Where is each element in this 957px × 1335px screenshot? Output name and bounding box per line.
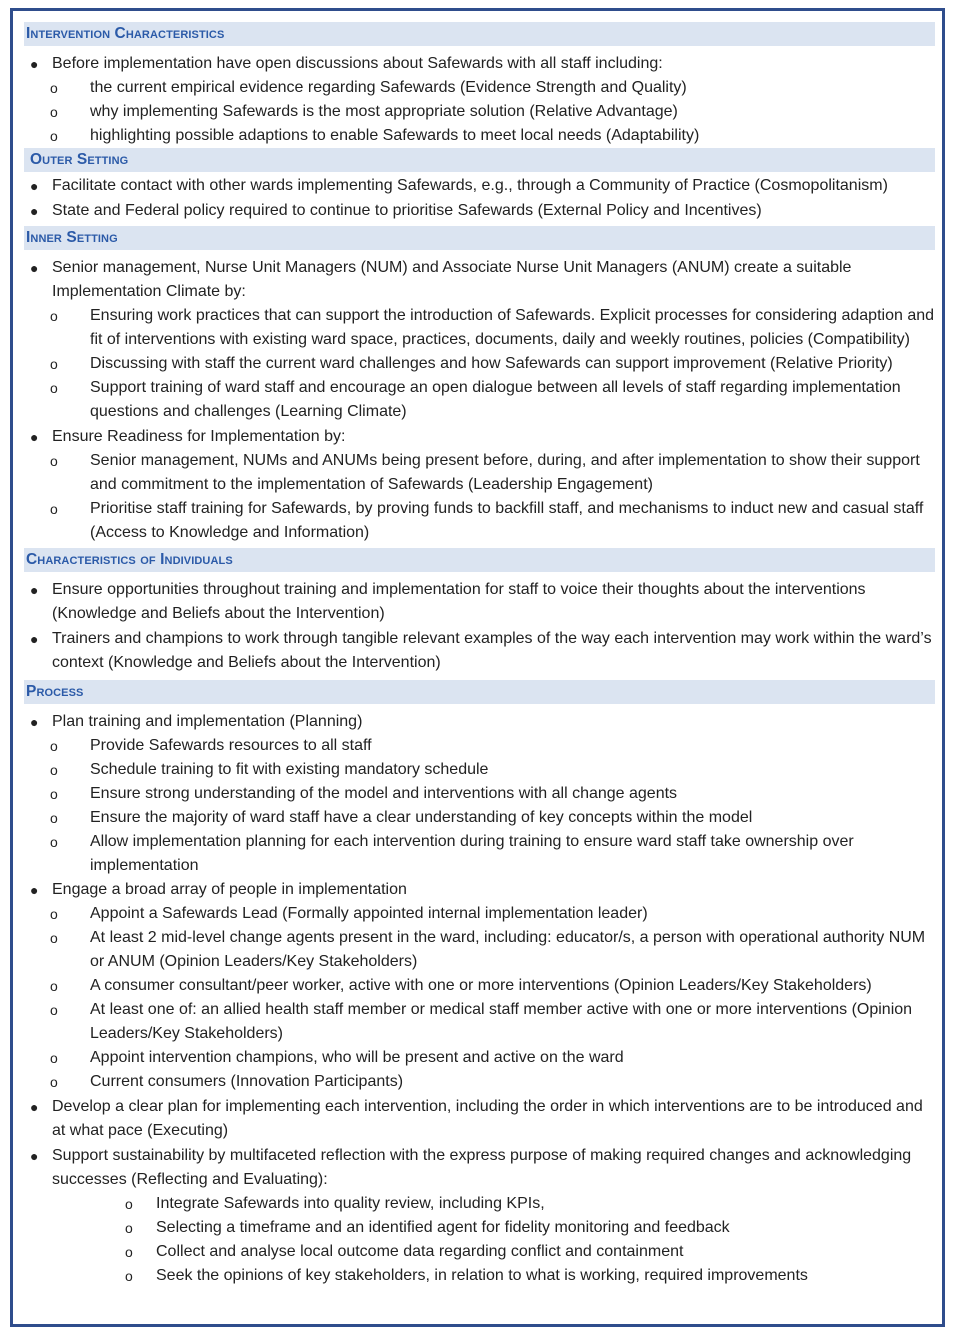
list-item: ● Before implementation have open discussions about Safewards with all staff including: (24, 52, 935, 76)
outer-list (24, 174, 935, 223)
bullet-icon: ● (30, 882, 39, 898)
circle-bullet-icon: o (50, 834, 58, 850)
document-frame (10, 8, 945, 1327)
section-header-outer: Outer Setting (24, 148, 935, 172)
circle-bullet-icon: o (50, 501, 58, 517)
circle-bullet-icon: o (50, 380, 58, 396)
circle-bullet-icon: o (50, 1050, 58, 1066)
bullet-icon: ● (30, 1148, 39, 1164)
circle-bullet-icon: o (50, 738, 58, 754)
bullet-icon: ● (30, 429, 39, 445)
list-item: ● Trainers and champions to work through tangible relevant examples of the way each intervention may work within the ward’s context (Knowledge and Beliefs about the Intervention) (24, 627, 935, 675)
sub-list-item: o Current consumers (Innovation Participants) (24, 1070, 935, 1094)
circle-bullet-icon: o (50, 810, 58, 826)
intervention-list (24, 52, 935, 148)
list-item: ● Support sustainability by multifaceted reflection with the express purpose of making required changes and acknowledging successes (Reflecting and Evaluating): (24, 1144, 935, 1192)
document-content (24, 22, 935, 1288)
circle-bullet-icon: o (50, 128, 58, 144)
circle-bullet-icon: o (50, 308, 58, 324)
circle-bullet-icon: o (125, 1220, 133, 1236)
circle-bullet-icon: o (50, 930, 58, 946)
bullet-icon: ● (30, 56, 39, 72)
sub-list-item: o Integrate Safewards into quality review, including KPIs, (24, 1192, 935, 1216)
sub-list-item: o Ensure strong understanding of the model and interventions with all change agents (24, 782, 935, 806)
list-item: ● Senior management, Nurse Unit Managers (NUM) and Associate Nurse Unit Managers (ANUM) create a suitable Implementation Climate by: (24, 256, 935, 304)
list-item: ● Develop a clear plan for implementing each intervention, including the order in which interventions are to be introduced and at what pace (Executing) (24, 1095, 935, 1143)
circle-bullet-icon: o (50, 80, 58, 96)
bullet-icon: ● (30, 203, 39, 219)
circle-bullet-icon: o (50, 978, 58, 994)
section-header-inner: Inner Setting (24, 226, 935, 250)
circle-bullet-icon: o (50, 453, 58, 469)
section-header-process: Process (24, 680, 935, 704)
sub-list-item: o At least one of: an allied health staff member or medical staff member active with one or more interventions (Opinion Leaders/Key Stakeholders) (24, 998, 935, 1046)
sub-list-item: o Allow implementation planning for each intervention during training to ensure ward staff take ownership over implementation (24, 830, 935, 878)
bullet-icon: ● (30, 631, 39, 647)
section-header-intervention: Intervention Characteristics (24, 22, 935, 46)
circle-bullet-icon: o (50, 356, 58, 372)
circle-bullet-icon: o (125, 1196, 133, 1212)
sub-list-item: o Ensure the majority of ward staff have a clear understanding of key concepts within the model (24, 806, 935, 830)
bullet-icon: ● (30, 178, 39, 194)
list-item: ● Plan training and implementation (Planning) (24, 710, 935, 734)
circle-bullet-icon: o (50, 1002, 58, 1018)
list-item: ● Ensure Readiness for Implementation by: (24, 425, 935, 449)
circle-bullet-icon: o (50, 762, 58, 778)
sub-list-item: o Selecting a timeframe and an identified agent for fidelity monitoring and feedback (24, 1216, 935, 1240)
sub-list-item: o A consumer consultant/peer worker, active with one or more interventions (Opinion Leaders/Key Stakeholders) (24, 974, 935, 998)
sub-list-item: o Support training of ward staff and encourage an open dialogue between all levels of staff regarding implementation questions and challenges (Learning Climate) (24, 376, 935, 424)
sub-list-item: o Collect and analyse local outcome data regarding conflict and containment (24, 1240, 935, 1264)
sub-list-item: o Prioritise staff training for Safewards, by proving funds to backfill staff, and mechanisms to induct new and casual staff (Access to Knowledge and Information) (24, 497, 935, 545)
bullet-icon: ● (30, 1099, 39, 1115)
sub-list-item: o the current empirical evidence regarding Safewards (Evidence Strength and Quality) (24, 76, 935, 100)
sub-list-item: o Discussing with staff the current ward challenges and how Safewards can support improvement (Relative Priority) (24, 352, 935, 376)
sub-list-item: o Ensuring work practices that can support the introduction of Safewards. Explicit processes for considering adaption and fit of interventions with existing ward space, practices, documents, daily and weekly routines, policies (Compatibility) (24, 304, 935, 352)
circle-bullet-icon: o (50, 906, 58, 922)
sub-list-item: o highlighting possible adaptions to enable Safewards to meet local needs (Adaptability) (24, 124, 935, 148)
sub-list-item: o Senior management, NUMs and ANUMs being present before, during, and after implementation to show their support and commitment to the implementation of Safewards (Leadership Engagement) (24, 449, 935, 497)
circle-bullet-icon: o (50, 786, 58, 802)
circle-bullet-icon: o (125, 1268, 133, 1284)
sub-list-item: o Schedule training to fit with existing mandatory schedule (24, 758, 935, 782)
circle-bullet-icon: o (50, 104, 58, 120)
bullet-icon: ● (30, 260, 39, 276)
sub-list-item: o Seek the opinions of key stakeholders, in relation to what is working, required improvements (24, 1264, 935, 1288)
individuals-list (24, 578, 935, 675)
sub-list-item: o Appoint a Safewards Lead (Formally appointed internal implementation leader) (24, 902, 935, 926)
section-header-individuals: Characteristics of Individuals (24, 548, 935, 572)
sub-list-item: o Appoint intervention champions, who will be present and active on the ward (24, 1046, 935, 1070)
sub-list-item: o why implementing Safewards is the most appropriate solution (Relative Advantage) (24, 100, 935, 124)
circle-bullet-icon: o (50, 1074, 58, 1090)
list-item: ● State and Federal policy required to continue to prioritise Safewards (External Policy and Incentives) (24, 199, 935, 223)
bullet-icon: ● (30, 582, 39, 598)
circle-bullet-icon: o (125, 1244, 133, 1260)
process-list (24, 710, 935, 1288)
sub-list-item: o At least 2 mid-level change agents present in the ward, including: educator/s, a person with operational authority NUM or ANUM (Opinion Leaders/Key Stakeholders) (24, 926, 935, 974)
bullet-icon: ● (30, 714, 39, 730)
inner-list (24, 256, 935, 545)
list-item: ● Ensure opportunities throughout training and implementation for staff to voice their thoughts about the interventions (Knowledge and Beliefs about the Intervention) (24, 578, 935, 626)
sub-list-item: o Provide Safewards resources to all staff (24, 734, 935, 758)
list-item: ● Facilitate contact with other wards implementing Safewards, e.g., through a Community of Practice (Cosmopolitanism) (24, 174, 935, 198)
list-item: ● Engage a broad array of people in implementation (24, 878, 935, 902)
